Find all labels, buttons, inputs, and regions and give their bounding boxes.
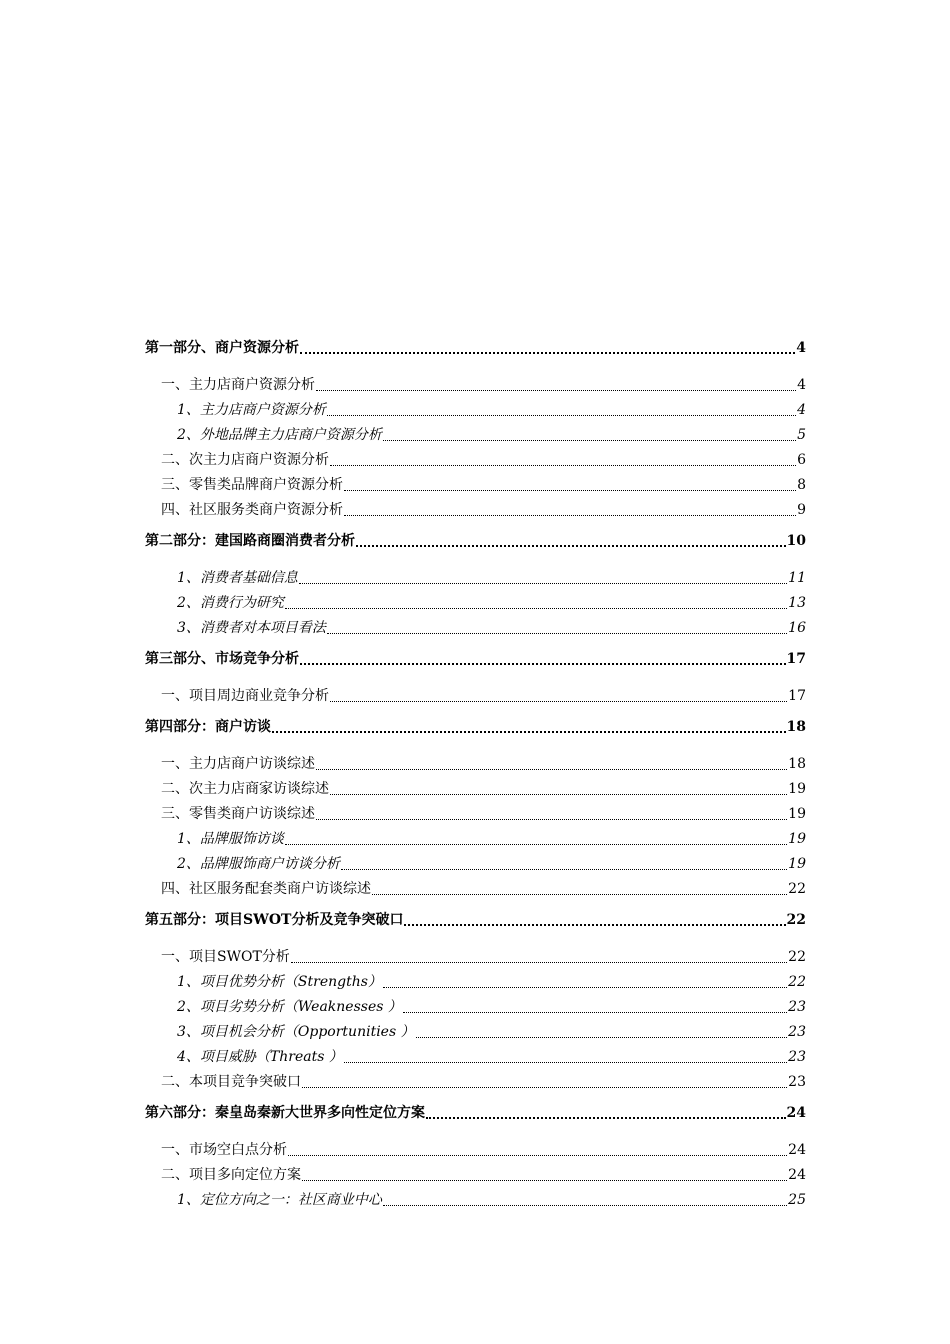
toc-page-number: 4	[797, 377, 806, 393]
toc-part-entry[interactable]	[145, 908, 806, 930]
toc-subsection-entry[interactable]	[145, 1017, 806, 1042]
toc-page-number: 16	[788, 620, 806, 636]
toc-page-number: 4	[796, 340, 806, 356]
toc-page-number: 23	[788, 1049, 806, 1065]
toc-entry-title: 第四部分：商户访谈	[145, 719, 271, 735]
dot-leader	[299, 582, 787, 584]
toc-entry-title: 二、本项目竞争突破口	[161, 1074, 301, 1090]
toc-entry-title: 第五部分：项目SWOT分析及竞争突破口	[145, 912, 404, 928]
dot-leader	[316, 768, 787, 770]
dot-leader	[300, 351, 795, 354]
dot-leader	[383, 986, 787, 988]
toc-entry-title: 第三部分、市场竞争分析	[145, 651, 299, 667]
toc-subsection-entry[interactable]	[145, 1185, 806, 1210]
toc-page-number: 5	[797, 427, 806, 443]
toc-section-entry[interactable]	[145, 942, 806, 967]
toc-entry-title: 一、市场空白点分析	[161, 1142, 287, 1158]
toc-subsection-entry[interactable]	[145, 395, 806, 420]
dot-leader	[383, 1204, 787, 1206]
dot-leader	[288, 1154, 787, 1156]
toc-page-number: 19	[788, 856, 806, 872]
dot-leader	[344, 514, 796, 516]
dot-leader	[316, 818, 787, 820]
toc-entry-title: 一、项目SWOT分析	[161, 949, 290, 965]
dot-leader	[403, 1011, 787, 1013]
toc-page-number: 23	[788, 1074, 806, 1090]
toc-subsection-entry[interactable]	[145, 1042, 806, 1067]
toc-entry-title: 2、外地品牌主力店商户资源分析	[177, 427, 382, 443]
toc-part-entry[interactable]	[145, 715, 806, 737]
toc-section-entry[interactable]	[145, 799, 806, 824]
dot-leader	[291, 961, 787, 963]
toc-subsection-entry[interactable]	[145, 824, 806, 849]
toc-entry-title: 三、零售类品牌商户资源分析	[161, 477, 343, 493]
toc-page-number: 22	[786, 912, 806, 928]
dot-leader	[344, 1061, 787, 1063]
toc-entry-title: 1、定位方向之一：社区商业中心	[177, 1192, 382, 1208]
toc-page-number: 18	[788, 756, 806, 772]
dot-leader	[330, 700, 787, 702]
toc-page-number: 22	[788, 881, 806, 897]
toc-section-entry[interactable]	[145, 470, 806, 495]
dot-leader	[416, 1036, 788, 1038]
dot-leader	[372, 893, 787, 895]
toc-entry-title: 第二部分：建国路商圈消费者分析	[145, 533, 355, 549]
toc-page-number: 10	[786, 533, 806, 549]
toc-part-entry[interactable]	[145, 1101, 806, 1123]
toc-page-number: 22	[788, 949, 806, 965]
toc-section-entry[interactable]	[145, 495, 806, 520]
dot-leader	[285, 607, 787, 609]
toc-section-entry[interactable]	[145, 1067, 806, 1092]
dot-leader	[341, 868, 787, 870]
toc-page-number: 24	[786, 1105, 806, 1121]
toc-entry-title: 4、项目威胁（Threats ）	[177, 1049, 343, 1065]
dot-leader	[344, 489, 796, 491]
toc-section-entry[interactable]	[145, 681, 806, 706]
toc-section-entry[interactable]	[145, 774, 806, 799]
toc-page-number: 4	[797, 402, 806, 418]
toc-entry-title: 2、品牌服饰商户访谈分析	[177, 856, 340, 872]
toc-subsection-entry[interactable]	[145, 613, 806, 638]
toc-entry-title: 1、消费者基础信息	[177, 570, 298, 586]
toc-entry-title: 1、项目优势分析（Strengths）	[177, 974, 382, 990]
toc-entry-title: 四、社区服务配套类商户访谈综述	[161, 881, 371, 897]
table-of-contents	[145, 336, 806, 1210]
dot-leader	[356, 544, 786, 547]
toc-page-number: 22	[788, 974, 806, 990]
toc-entry-title: 3、项目机会分析（Opportunities ）	[177, 1024, 415, 1040]
toc-page-number: 11	[788, 570, 806, 586]
toc-section-entry[interactable]	[145, 1135, 806, 1160]
dot-leader	[327, 414, 796, 416]
dot-leader	[404, 923, 785, 926]
toc-entry-title: 三、零售类商户访谈综述	[161, 806, 315, 822]
toc-subsection-entry[interactable]	[145, 992, 806, 1017]
toc-subsection-entry[interactable]	[145, 563, 806, 588]
dot-leader	[330, 464, 796, 466]
toc-page-number: 24	[788, 1167, 806, 1183]
toc-entry-title: 四、社区服务类商户资源分析	[161, 502, 343, 518]
toc-page-number: 6	[797, 452, 806, 468]
toc-section-entry[interactable]	[145, 370, 806, 395]
toc-entry-title: 第六部分：秦皇岛秦新大世界多向性定位方案	[145, 1105, 425, 1121]
dot-leader	[300, 662, 786, 665]
toc-entry-title: 一、项目周边商业竞争分析	[161, 688, 329, 704]
toc-page-number: 17	[786, 651, 806, 667]
toc-page-number: 23	[788, 1024, 806, 1040]
toc-section-entry[interactable]	[145, 445, 806, 470]
toc-subsection-entry[interactable]	[145, 588, 806, 613]
toc-subsection-entry[interactable]	[145, 967, 806, 992]
dot-leader	[302, 1086, 787, 1088]
toc-page-number: 19	[788, 781, 806, 797]
toc-page-number: 25	[788, 1192, 806, 1208]
toc-entry-title: 2、项目劣势分析（Weaknesses ）	[177, 999, 402, 1015]
dot-leader	[383, 439, 796, 441]
toc-part-entry[interactable]	[145, 336, 806, 358]
toc-entry-title: 1、主力店商户资源分析	[177, 402, 326, 418]
toc-entry-title: 二、次主力店商家访谈综述	[161, 781, 329, 797]
toc-entry-title: 二、项目多向定位方案	[161, 1167, 301, 1183]
dot-leader	[330, 793, 787, 795]
toc-page-number: 24	[788, 1142, 806, 1158]
dot-leader	[302, 1179, 787, 1181]
dot-leader	[426, 1116, 786, 1119]
toc-entry-title: 1、品牌服饰访谈	[177, 831, 284, 847]
dot-leader	[285, 843, 787, 845]
toc-part-entry[interactable]	[145, 529, 806, 551]
toc-page-number: 17	[788, 688, 806, 704]
toc-entry-title: 第一部分、商户资源分析	[145, 340, 299, 356]
dot-leader	[316, 389, 796, 391]
dot-leader	[272, 730, 786, 733]
toc-page-number: 8	[797, 477, 806, 493]
toc-entry-title: 一、主力店商户资源分析	[161, 377, 315, 393]
toc-page-number: 9	[797, 502, 806, 518]
toc-page-number: 18	[786, 719, 806, 735]
dot-leader	[327, 632, 787, 634]
toc-entry-title: 3、消费者对本项目看法	[177, 620, 326, 636]
toc-entry-title: 2、消费行为研究	[177, 595, 284, 611]
toc-part-entry[interactable]	[145, 647, 806, 669]
toc-section-entry[interactable]	[145, 1160, 806, 1185]
toc-subsection-entry[interactable]	[145, 420, 806, 445]
toc-subsection-entry[interactable]	[145, 849, 806, 874]
toc-entry-title: 二、次主力店商户资源分析	[161, 452, 329, 468]
toc-section-entry[interactable]	[145, 874, 806, 899]
toc-page-number: 19	[788, 806, 806, 822]
toc-entry-title: 一、主力店商户访谈综述	[161, 756, 315, 772]
toc-page-number: 19	[788, 831, 806, 847]
toc-page-number: 13	[788, 595, 806, 611]
toc-section-entry[interactable]	[145, 749, 806, 774]
toc-page-number: 23	[788, 999, 806, 1015]
